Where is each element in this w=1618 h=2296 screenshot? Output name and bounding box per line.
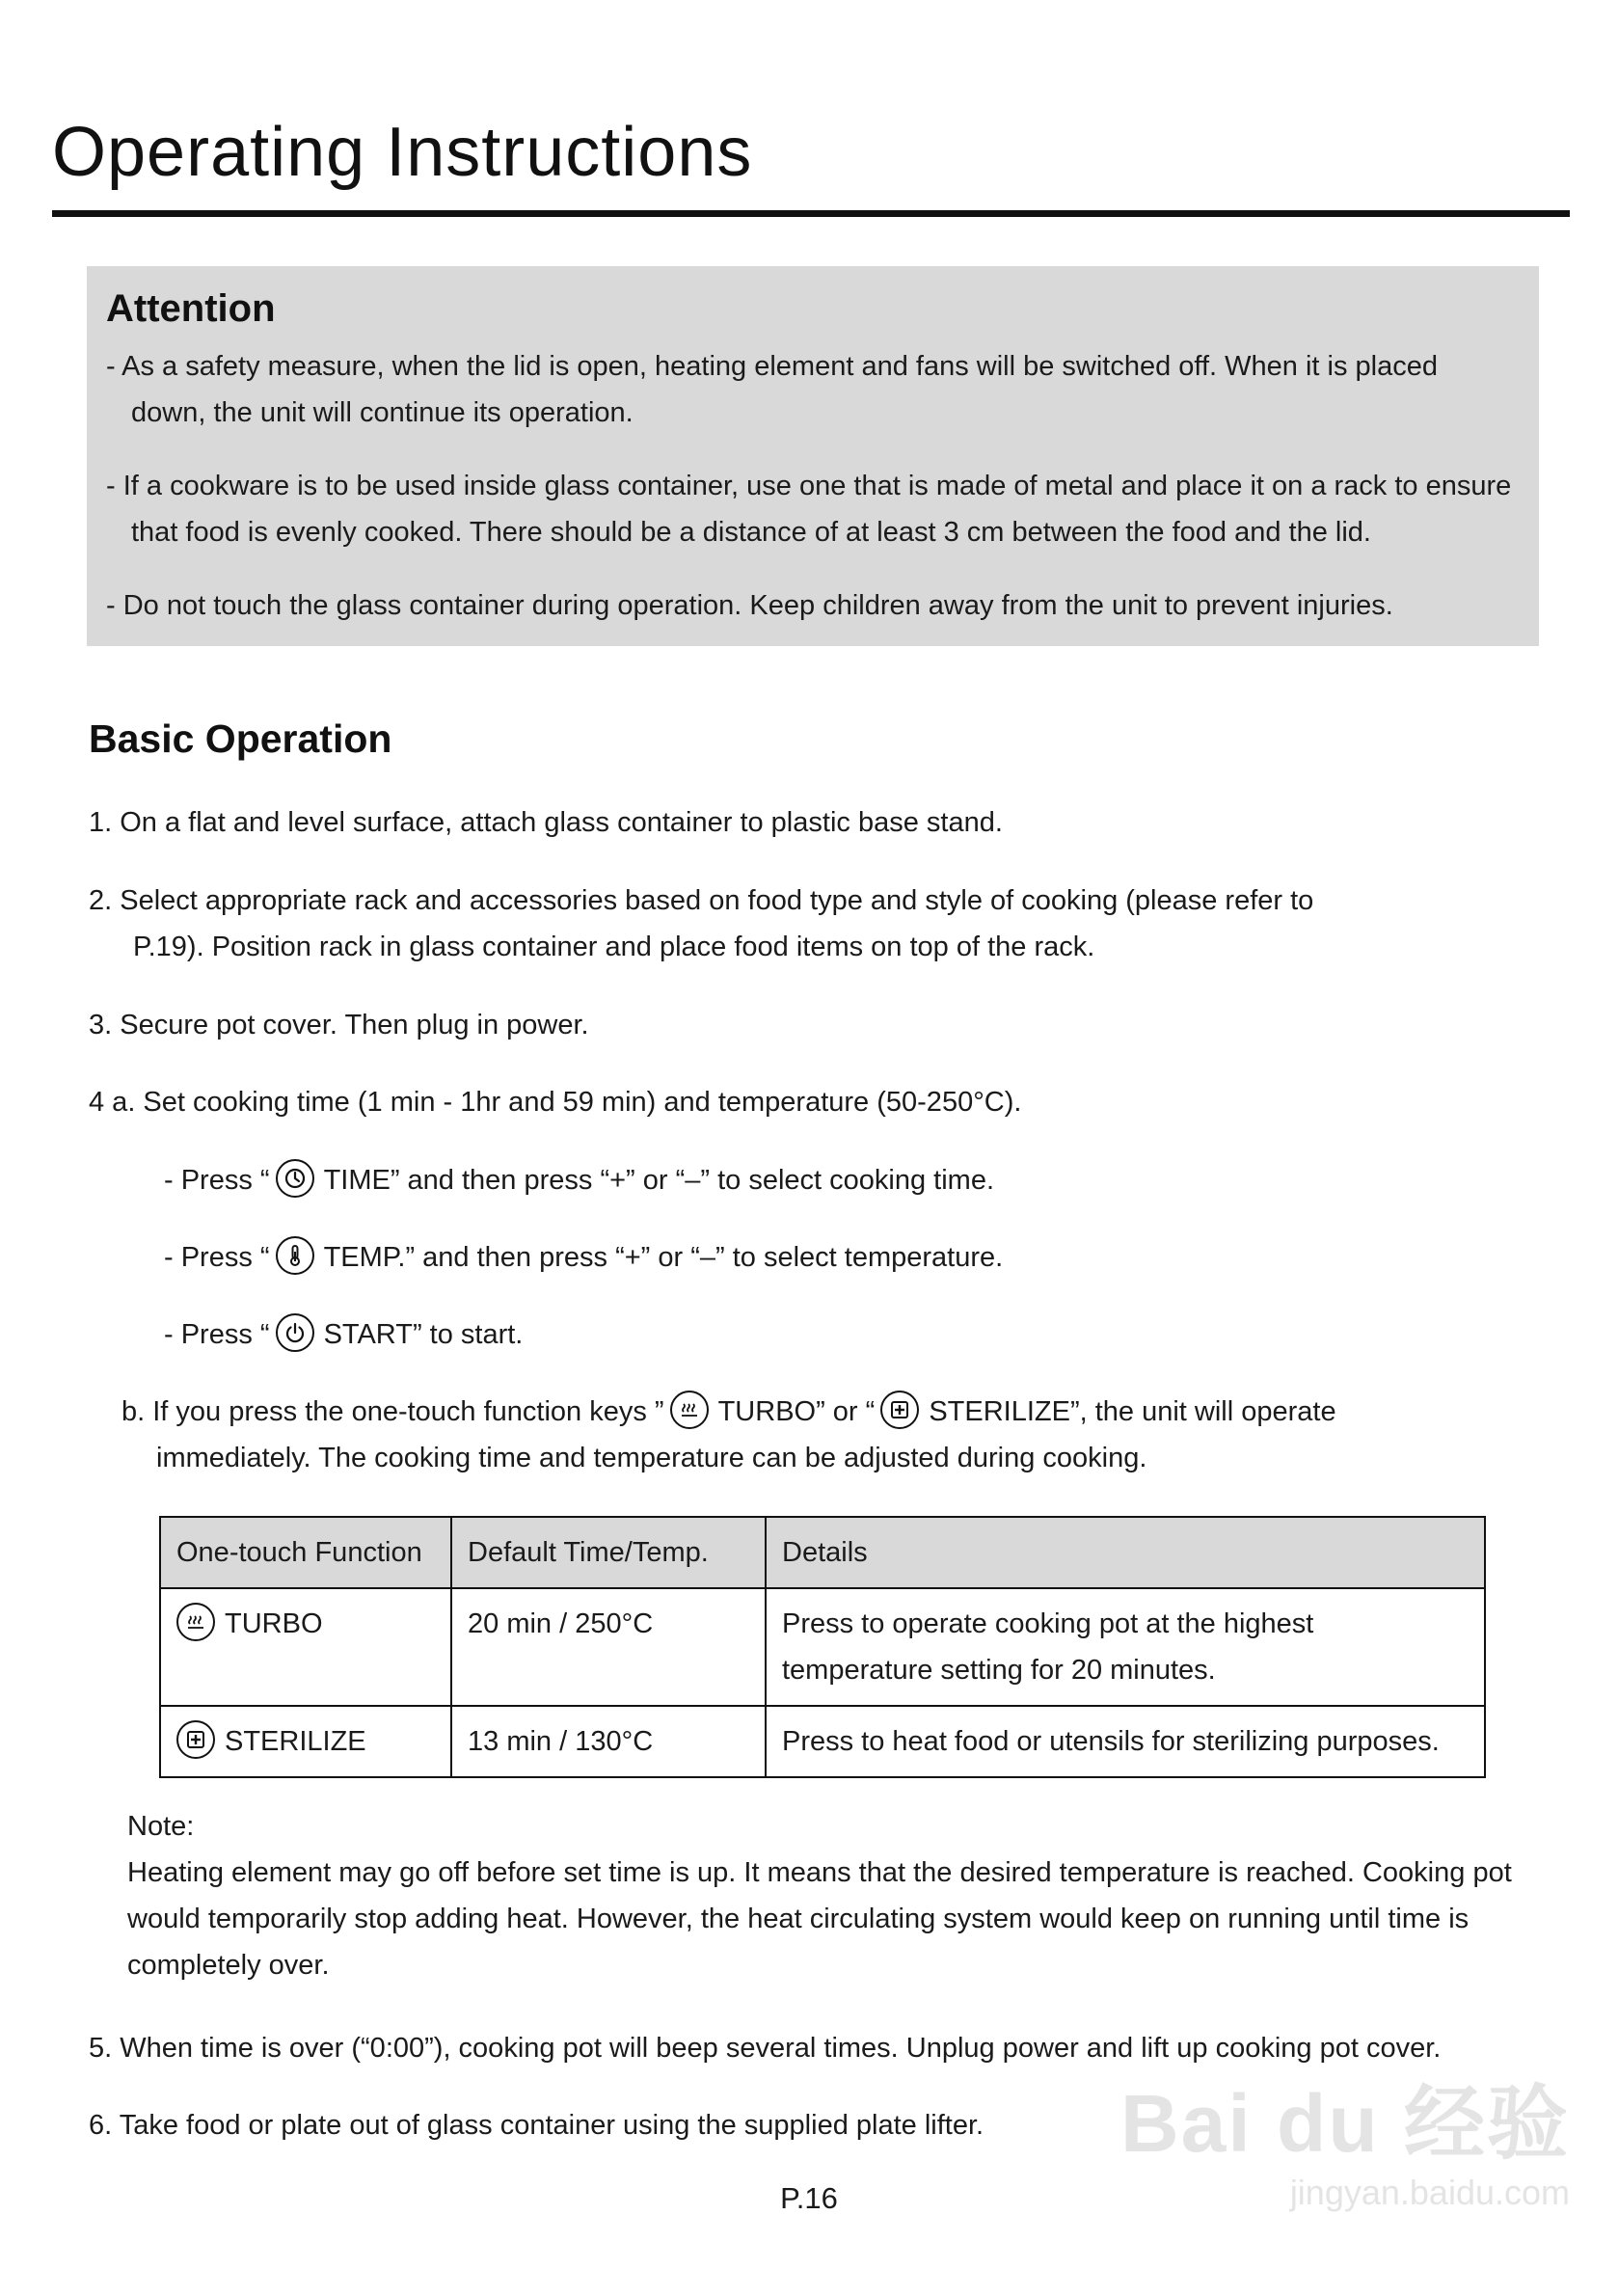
attention-heading: Attention	[106, 287, 276, 330]
watermark-url: jingyan.baidu.com	[1289, 2173, 1570, 2212]
header-details: Details	[766, 1517, 1485, 1588]
step-2-line-2: P.19). Position rack in glass container and place food items on top of the rack.	[133, 932, 1095, 962]
note-text: Heating element may go off before set time is up. It means that the desired temperature is reached. Cooking pot would temporarily stop adding heat. However, the heat circulating system would keep on running until time is completely over.	[127, 1857, 1512, 1981]
press-time-pre: - Press “	[164, 1165, 270, 1196]
step-4b	[121, 1389, 1549, 1481]
press-temp-pre: - Press “	[164, 1242, 270, 1273]
function-name: TURBO	[225, 1608, 323, 1639]
details-cell: Press to heat food or utensils for sterilizing purposes.	[766, 1706, 1485, 1777]
basic-operation-heading: Basic Operation	[89, 716, 392, 761]
press-time-post: TIME” and then press “+” or “–” to select cooking time.	[323, 1165, 995, 1196]
step-4b-mid: TURBO” or “	[717, 1396, 876, 1427]
press-time-line	[164, 1157, 994, 1203]
function-name: STERILIZE	[225, 1726, 366, 1757]
step-4b-post: STERILIZE”, the unit will operate	[929, 1396, 1336, 1427]
clock-icon	[276, 1159, 314, 1198]
table-row	[160, 1706, 1485, 1777]
step-1: 1. On a flat and level surface, attach glass container to plastic base stand.	[89, 807, 1003, 838]
step-2-line-1: 2. Select appropriate rack and accessories based on food type and style of cooking (please refer to	[89, 885, 1314, 916]
note-block	[127, 1803, 1516, 1988]
table-header-row	[160, 1517, 1485, 1588]
attention-item-lid: - As a safety measure, when the lid is open, heating element and fans will be switched off. When it is placed down, the unit will continue its operation.	[106, 351, 1438, 428]
function-cell	[160, 1706, 451, 1777]
step-4b-cont: immediately. The cooking time and temperature can be adjusted during cooking.	[156, 1443, 1147, 1473]
attention-item-cookware: - If a cookware is to be used inside glass container, use one that is made of metal and place it on a rack to ensure that food is evenly cooked. There should be a distance of at least 3 cm between the food and the lid.	[106, 471, 1512, 548]
press-start-line	[164, 1311, 523, 1358]
function-cell	[160, 1588, 451, 1706]
attention-box	[87, 266, 1539, 646]
time-temp-cell: 20 min / 250°C	[451, 1588, 766, 1706]
sterilize-icon	[176, 1720, 215, 1759]
turbo-icon	[176, 1603, 215, 1641]
step-4b-pre: b. If you press the one-touch function keys ”	[121, 1396, 664, 1427]
page-number: P.16	[780, 2181, 838, 2215]
step-6: 6. Take food or plate out of glass container using the supplied plate lifter.	[89, 2110, 984, 2141]
sterilize-icon	[880, 1391, 919, 1429]
press-start-pre: - Press “	[164, 1319, 270, 1350]
time-temp-cell: 13 min / 130°C	[451, 1706, 766, 1777]
step-5: 5. When time is over (“0:00”), cooking pot will beep several times. Unplug power and lift up cooking pot cover.	[89, 2033, 1442, 2064]
step-4a: 4 a. Set cooking time (1 min - 1hr and 59 min) and temperature (50-250°C).	[89, 1087, 1022, 1118]
details-cell: Press to operate cooking pot at the highest temperature setting for 20 minutes.	[766, 1588, 1485, 1706]
press-temp-post: TEMP.” and then press “+” or “–” to select temperature.	[323, 1242, 1004, 1273]
thermometer-icon	[276, 1236, 314, 1275]
attention-item-glass: - Do not touch the glass container during operation. Keep children away from the unit to prevent injuries.	[106, 590, 1393, 621]
step-2	[89, 878, 1535, 970]
step-3: 3. Secure pot cover. Then plug in power.	[89, 1010, 589, 1040]
table-row	[160, 1588, 1485, 1706]
header-default: Default Time/Temp.	[451, 1517, 766, 1588]
turbo-icon	[670, 1391, 709, 1429]
title-rule	[52, 210, 1570, 217]
press-start-post: START” to start.	[323, 1319, 524, 1350]
function-table	[159, 1516, 1486, 1778]
power-icon	[276, 1313, 314, 1352]
header-function: One-touch Function	[160, 1517, 451, 1588]
press-temp-line	[164, 1234, 1003, 1281]
watermark-logo: Bai du 经验	[1119, 2078, 1570, 2169]
page-title: Operating Instructions	[52, 114, 753, 191]
note-label: Note:	[127, 1811, 195, 1842]
watermark	[1119, 2078, 1570, 2212]
